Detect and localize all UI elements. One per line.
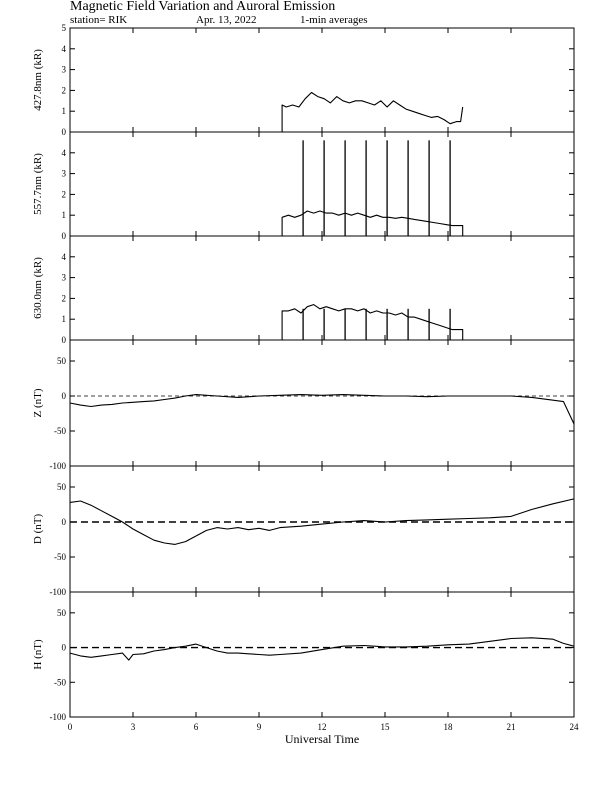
panel-3: [32, 236, 574, 345]
y-tick-label: 4: [61, 43, 66, 54]
y-tick-label: 3: [61, 64, 66, 75]
panel-frame: [70, 592, 574, 717]
y-tick-label: 3: [61, 168, 66, 179]
y-tick-label: -100: [49, 461, 66, 471]
date-label: Apr. 13, 2022: [196, 14, 257, 26]
y-tick-label: 1: [61, 106, 66, 117]
y-tick-label: 0: [61, 335, 66, 345]
y-tick-label: 0: [61, 391, 66, 401]
y-tick-label: 3: [61, 272, 66, 283]
y-tick-label: 5: [61, 23, 66, 33]
x-tick-label: 18: [443, 722, 453, 732]
y-tick-label: -100: [49, 712, 66, 722]
x-tick-label: 9: [256, 722, 262, 732]
y-tick-label: 0: [61, 642, 66, 653]
panel-1: [32, 23, 574, 137]
x-axis-label: Universal Time: [284, 732, 360, 746]
series-line: [238, 305, 553, 340]
y-axis-label: 427.8nm (kR): [32, 49, 44, 111]
panel-6: [32, 592, 579, 746]
panel-4: [32, 340, 574, 471]
panels-group: [32, 23, 579, 746]
series-line: [238, 211, 553, 236]
x-tick-label: 3: [130, 722, 136, 732]
x-tick-label: 12: [317, 722, 327, 732]
averaging-label: 1-min averages: [300, 14, 368, 26]
y-tick-label: -50: [54, 426, 66, 436]
panel-frame: [70, 236, 574, 340]
panel-frame: [70, 132, 574, 236]
y-axis-label: D (nT): [32, 513, 44, 545]
y-tick-label: 50: [57, 356, 66, 366]
y-tick-label: 4: [61, 147, 66, 158]
y-axis-label: H (nT): [32, 639, 44, 670]
x-tick-label: 24: [569, 722, 579, 732]
x-tick-label: 0: [67, 722, 73, 732]
y-tick-label: 2: [61, 85, 66, 96]
panel-2: [32, 132, 574, 241]
y-tick-label: 50: [57, 482, 66, 492]
y-axis-label: 630.0nm (kR): [32, 257, 44, 319]
y-tick-label: 50: [57, 607, 66, 618]
y-tick-label: 0: [61, 517, 66, 527]
series-line: [70, 395, 574, 424]
chart-title: Magnetic Field Variation and Auroral Emission: [70, 0, 336, 14]
panel-frame: [70, 28, 574, 132]
panel-frame: [70, 466, 574, 592]
y-tick-label: 1: [61, 314, 66, 325]
series-line: [70, 499, 574, 545]
y-tick-label: 0: [61, 127, 66, 137]
x-tick-label: 15: [380, 722, 390, 732]
series-line: [70, 638, 574, 660]
y-tick-label: 2: [61, 189, 66, 200]
y-tick-label: 2: [61, 293, 66, 304]
y-tick-label: 0: [61, 231, 66, 241]
y-tick-label: -50: [54, 677, 66, 688]
panel-5: [32, 466, 574, 597]
y-axis-label: Z (nT): [32, 388, 44, 418]
y-tick-label: 1: [61, 210, 66, 221]
station-label: station= RIK: [70, 14, 128, 26]
x-tick-label: 21: [506, 722, 516, 732]
panel-frame: [70, 340, 574, 466]
y-axis-label: 557.7nm (kR): [32, 153, 44, 215]
y-tick-label: 4: [61, 251, 66, 262]
y-tick-label: -50: [54, 552, 66, 562]
series-line: [282, 93, 463, 133]
y-tick-label: -100: [49, 587, 66, 597]
x-tick-label: 6: [193, 722, 199, 732]
